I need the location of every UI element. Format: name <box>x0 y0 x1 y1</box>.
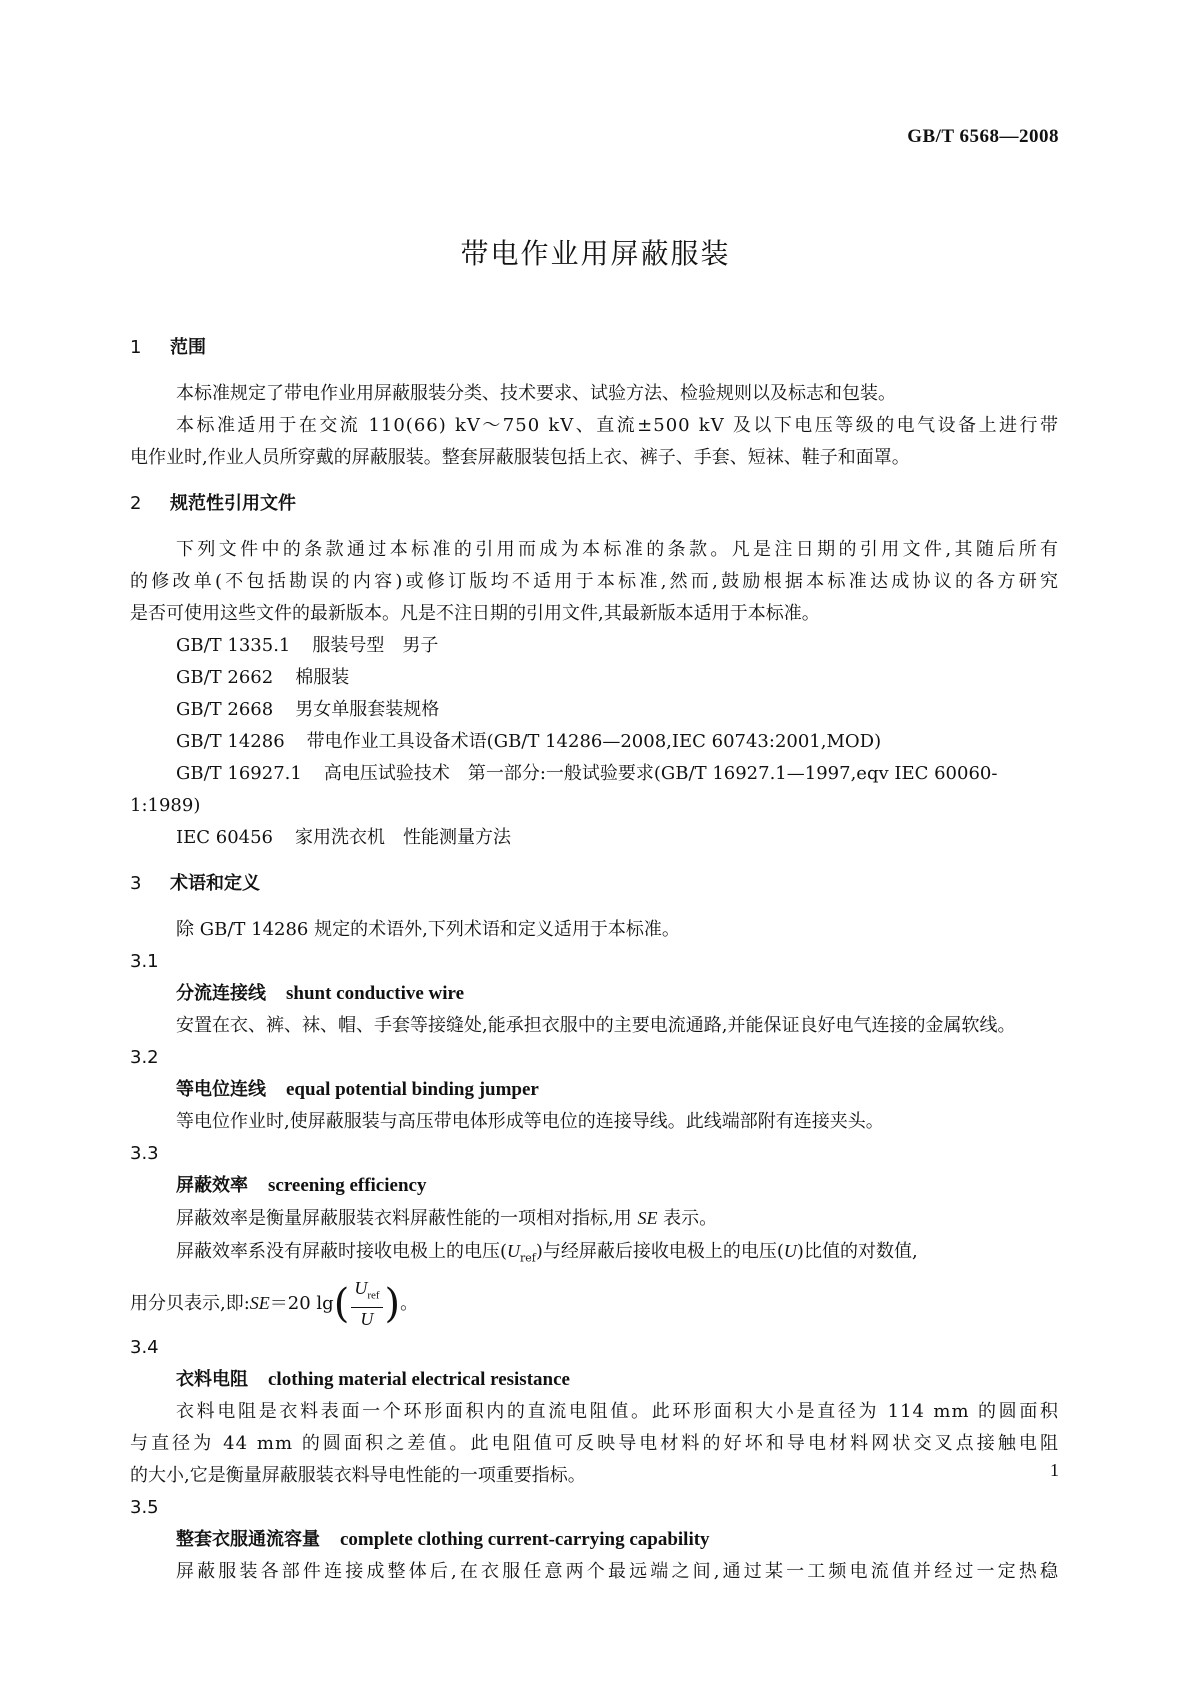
term-en: screening efficiency <box>268 1175 427 1196</box>
term-en: clothing material electrical resistance <box>268 1368 570 1390</box>
term-heading <box>130 1364 1059 1396</box>
term-zh: 分流连接线 <box>176 983 266 1004</box>
term-heading <box>130 978 1059 1010</box>
section-title: 术语和定义 <box>170 873 260 894</box>
page-number: 1 <box>1050 1460 1059 1480</box>
term-en: complete clothing current-carrying capability <box>340 1528 710 1550</box>
reference-name: 带电作业工具设备术语(GB/T 14286—2008,IEC 60743:2001,MOD) <box>306 731 882 752</box>
paren-left: ( <box>333 1280 350 1327</box>
term-heading <box>130 1524 1059 1556</box>
reference-name: 棉服装 <box>295 667 350 688</box>
reference-name: 服装号型 男子 <box>312 635 439 656</box>
term-zh: 整套衣服通流容量 <box>176 1528 320 1550</box>
document-body <box>130 332 1059 1588</box>
section-number: 3 <box>130 873 142 894</box>
section-heading <box>130 488 1059 520</box>
reference-name: 家用洗衣机 性能测量方法 <box>295 827 512 848</box>
symbol: U <box>507 1241 521 1261</box>
subscript: ref <box>367 1289 380 1302</box>
term-number: 3.1 <box>130 951 159 972</box>
term-number: 3.2 <box>130 1047 159 1068</box>
section-heading <box>130 868 1059 900</box>
fraction-numerator <box>351 1277 382 1308</box>
standard-code: GB/T 6568—2008 <box>907 126 1059 147</box>
term-definition <box>130 1235 1059 1275</box>
term-zh: 屏蔽效率 <box>176 1175 248 1196</box>
text-run: 表示。 <box>657 1208 718 1229</box>
formula-eq: ＝20 lg <box>269 1292 334 1314</box>
symbol: SE <box>249 1292 270 1313</box>
reference-item <box>130 822 1059 854</box>
term-heading <box>130 1074 1059 1106</box>
term-number: 3.4 <box>130 1336 159 1358</box>
paragraph: 本标准规定了带电作业用屏蔽服装分类、技术要求、试验方法、检验规则以及标志和包装。 <box>176 383 896 404</box>
term-zh: 等电位连线 <box>176 1079 266 1100</box>
term-definition: 的大小,它是衡量屏蔽服装衣料导电性能的一项重要指标。 <box>130 1464 586 1486</box>
reference-code: GB/T 2662 <box>176 667 274 688</box>
fraction <box>351 1277 382 1330</box>
reference-name: 高电压试验技术 第一部分:一般试验要求(GB/T 16927.1—1997,eqv IEC 60060- <box>323 763 998 784</box>
reference-code: GB/T 2668 <box>176 699 274 720</box>
term-number: 3.5 <box>130 1496 159 1518</box>
reference-code: IEC 60456 <box>176 827 274 848</box>
formula-line <box>130 1275 1059 1332</box>
symbol: SE <box>637 1208 658 1228</box>
term-definition: 衣料电阻是衣料表面一个环形面积内的直流电阻值。此环形面积大小是直径为 114 mm 的圆面积 <box>176 1400 1059 1422</box>
paragraph: 是否可使用这些文件的最新版本。凡是不注日期的引用文件,其最新版本适用于本标准。 <box>130 603 820 624</box>
document-title: 带电作业用屏蔽服装 <box>460 237 731 270</box>
reference-code: GB/T 16927.1 <box>176 763 302 784</box>
symbol: U <box>354 1278 368 1299</box>
section-number: 1 <box>130 337 142 358</box>
text-run: )与经屏蔽后接收电极上的电压( <box>535 1241 784 1262</box>
reference-item <box>130 694 1059 726</box>
paren-right: ) <box>384 1280 401 1327</box>
term-en: shunt conductive wire <box>286 983 465 1004</box>
term-zh: 衣料电阻 <box>176 1368 248 1390</box>
paragraph: 的修改单(不包括勘误的内容)或修订版均不适用于本标准,然而,鼓励根据本标准达成协议的各方研究 <box>130 571 1059 592</box>
reference-code: GB/T 1335.1 <box>176 635 291 656</box>
text-run: 屏蔽效率系没有屏蔽时接收电极上的电压( <box>176 1241 508 1262</box>
text-run: )比值的对数值, <box>796 1241 918 1262</box>
reference-item <box>130 662 1059 694</box>
fraction-denominator: U <box>360 1308 374 1329</box>
paragraph: 下列文件中的条款通过本标准的引用而成为本标准的条款。凡是注日期的引用文件,其随后所有 <box>176 539 1059 560</box>
term-en: equal potential binding jumper <box>286 1079 539 1100</box>
subscript: ref <box>520 1251 536 1265</box>
term-definition: 等电位作业时,使屏蔽服装与高压带电体形成等电位的连接导线。此线端部附有连接夹头。 <box>176 1111 884 1132</box>
section-number: 2 <box>130 493 142 514</box>
term-definition: 屏蔽服装各部件连接成整体后,在衣服任意两个最远端之间,通过某一工频电流值并经过一定热稳 <box>176 1560 1059 1582</box>
reference-item <box>130 630 1059 662</box>
text-run: 用分贝表示,即: <box>130 1292 250 1314</box>
reference-item <box>130 726 1059 758</box>
reference-item <box>130 758 1059 790</box>
term-heading <box>130 1170 1059 1202</box>
reference-name: 男女单服套装规格 <box>295 699 440 720</box>
reference-continuation: 1:1989) <box>130 795 201 816</box>
symbol: U <box>783 1241 797 1261</box>
reference-code: GB/T 14286 <box>176 731 285 752</box>
paragraph: 电作业时,作业人员所穿戴的屏蔽服装。整套屏蔽服装包括上衣、裤子、手套、短袜、鞋子和面罩。 <box>130 447 910 468</box>
text-run: 屏蔽效率是衡量屏蔽服装衣料屏蔽性能的一项相对指标,用 <box>176 1208 638 1229</box>
term-number: 3.3 <box>130 1143 159 1164</box>
term-definition: 与直径为 44 mm 的圆面积之差值。此电阻值可反映导电材料的好坏和导电材料网状交叉点接触电阻 <box>130 1432 1059 1454</box>
text-run: 。 <box>400 1292 419 1314</box>
section-title: 范围 <box>170 337 206 358</box>
term-definition <box>130 1202 1059 1235</box>
section-title: 规范性引用文件 <box>170 493 296 514</box>
paragraph: 除 GB/T 14286 规定的术语外,下列术语和定义适用于本标准。 <box>176 919 680 940</box>
paragraph: 本标准适用于在交流 110(66) kV～750 kV、直流±500 kV 及以下电压等级的电气设备上进行带 <box>176 415 1059 436</box>
section-heading <box>130 332 1059 364</box>
term-definition: 安置在衣、裤、袜、帽、手套等接缝处,能承担衣服中的主要电流通路,并能保证良好电气连接的金属软线。 <box>176 1015 1016 1036</box>
